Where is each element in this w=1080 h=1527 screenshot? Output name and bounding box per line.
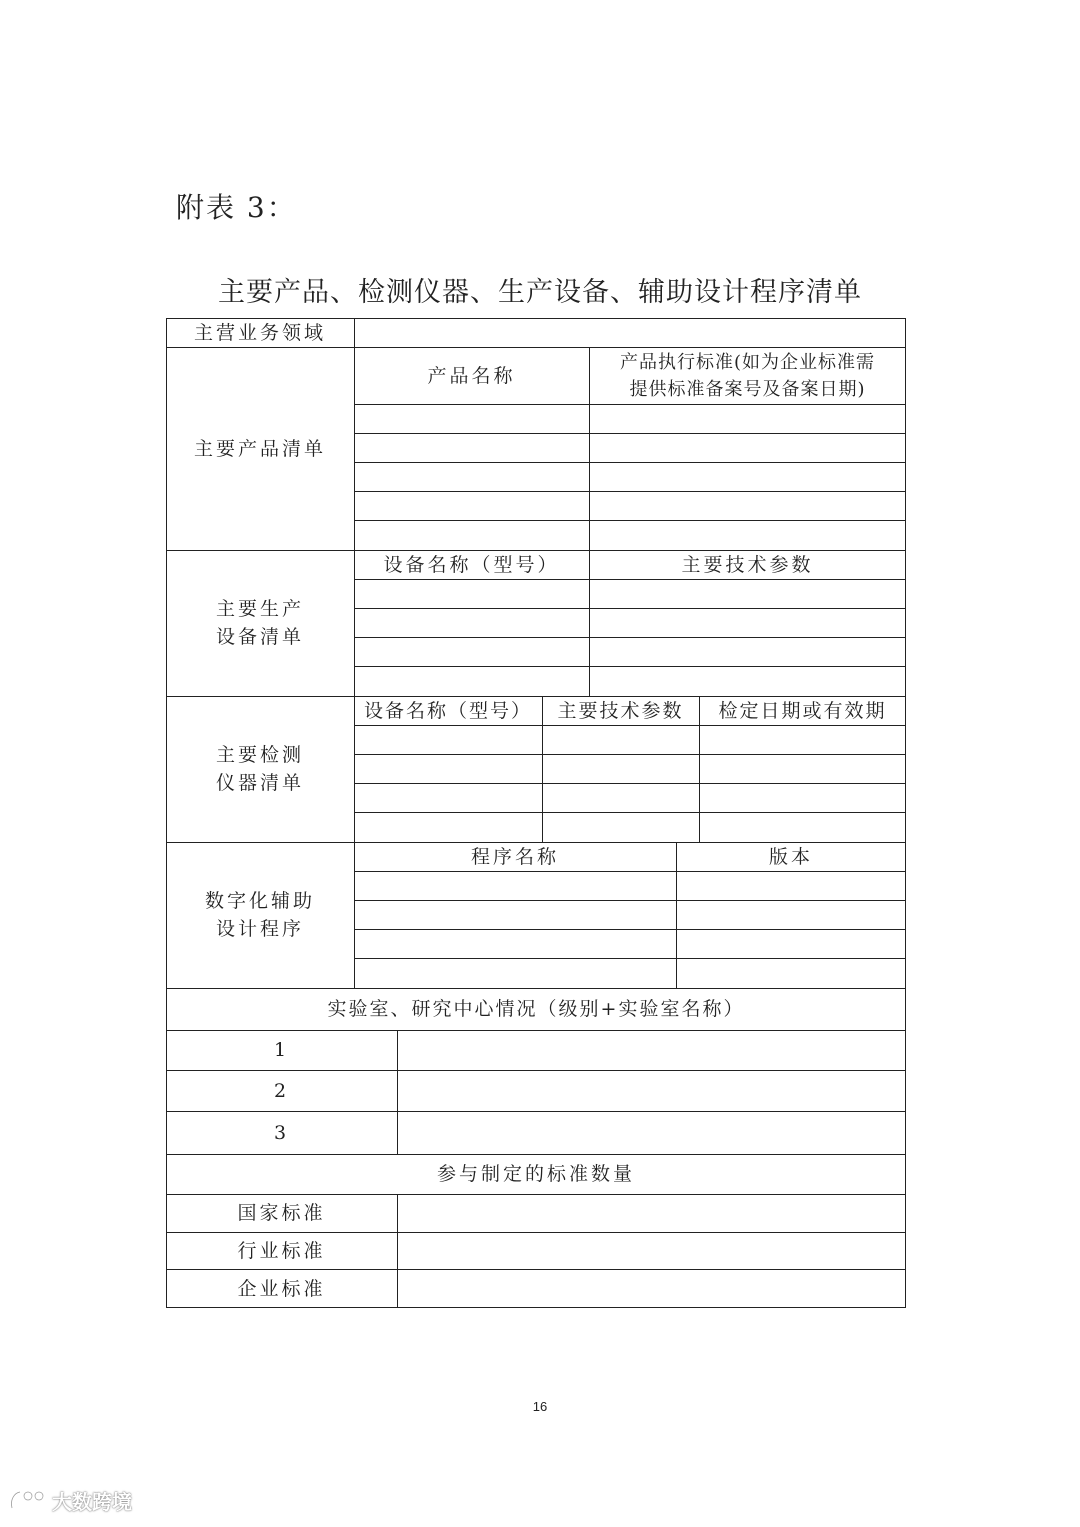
col-product-name: 产品名称 <box>427 364 516 387</box>
testing-instruments-label: 主要检测 仪器清单 <box>215 744 304 794</box>
col-program-version: 版本 <box>768 845 813 868</box>
col-product-standard: 产品执行标准(如为企业标准需 提供标准备案号及备案日期) <box>619 351 876 400</box>
col-instrument-date: 检定日期或有效期 <box>718 699 887 722</box>
table-line <box>354 812 906 813</box>
business-area-label: 主营业务领域 <box>193 321 326 344</box>
table-line <box>354 491 906 492</box>
standard-type-label: 企业标准 <box>237 1277 326 1300</box>
production-equipment-label: 主要生产 设备清单 <box>215 598 304 648</box>
col-instrument-params: 主要技术参数 <box>557 699 684 722</box>
table-line <box>354 608 906 609</box>
logo-icon <box>8 1488 48 1514</box>
table-line <box>354 900 906 901</box>
watermark-text: 大数跨境 <box>52 1490 132 1514</box>
document-title: 主要产品、检测仪器、生产设备、辅助设计程序清单 <box>218 277 862 308</box>
table-line <box>354 725 906 726</box>
page-number: 16 <box>532 1399 548 1414</box>
products-label: 主要产品清单 <box>193 437 326 460</box>
col-program-name: 程序名称 <box>470 845 559 868</box>
standard-type-label: 行业标准 <box>237 1239 326 1262</box>
standards-header: 参与制定的标准数量 <box>436 1163 635 1185</box>
table-line <box>354 433 906 434</box>
table-line <box>397 1194 398 1308</box>
col-equipment-name: 设备名称（型号） <box>383 553 560 576</box>
table-line <box>354 318 355 988</box>
watermark <box>8 1486 132 1515</box>
table-line <box>354 783 906 784</box>
table-line <box>354 929 906 930</box>
table-line <box>354 958 906 959</box>
lab-row-number: 2 <box>273 1079 290 1102</box>
lab-row-number: 3 <box>273 1121 290 1144</box>
table-line <box>397 1030 398 1154</box>
design-programs-label: 数字化辅助 设计程序 <box>204 890 315 940</box>
col-instrument-name: 设备名称（型号） <box>363 699 532 722</box>
table-line <box>354 520 906 521</box>
table-line <box>354 462 906 463</box>
table-line <box>354 871 906 872</box>
col-equipment-params: 主要技术参数 <box>681 553 814 576</box>
table-line <box>354 637 906 638</box>
table-line <box>354 579 906 580</box>
table-line <box>354 754 906 755</box>
labs-header: 实验室、研究中心情况（级别+实验室名称） <box>327 998 745 1020</box>
table-line <box>354 666 906 667</box>
lab-row-number: 1 <box>273 1039 290 1061</box>
heading: 附表 3： <box>176 191 297 224</box>
table-line <box>354 404 906 405</box>
standard-type-label: 国家标准 <box>237 1202 326 1224</box>
business-area-input[interactable] <box>354 318 906 347</box>
